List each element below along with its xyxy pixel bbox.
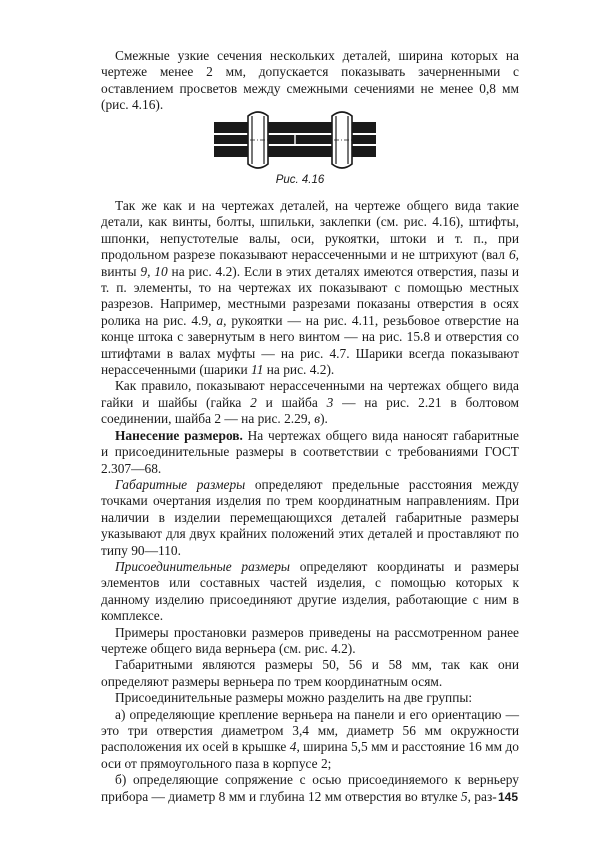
paragraph-9: Присоединительные размеры можно разделить на две группы: <box>115 690 473 706</box>
section-heading: Нанесение размеров. <box>115 427 243 443</box>
page-number: 145 <box>497 790 518 804</box>
term-prisoedinitelnye: Присоединительные размеры <box>115 558 290 574</box>
paragraph-6: Присоединительные размеры определяют координаты и размеры элементов или составных частей изделия, с помощью которых к данному изделию присоединяют другие изделия, работающие с ним в комплексе. <box>101 558 519 624</box>
main-text <box>101 198 519 805</box>
paragraph-3: Как правило, показывают нерассеченными на чертежах общего вида гайки и шайбы (гайка 2 и шайба 3 — на рис. 2.21 в болтовом соединении, шайба 2 — на рис. 2.29, в). <box>101 378 519 427</box>
figure-4-16-drawing <box>210 110 380 170</box>
paragraph-7: Примеры простановки размеров приведены на рассмотренном ранее чертеже общего вида верньера (см. рис. 4.2). <box>101 624 519 656</box>
paragraph-5: Габаритные размеры определяют предельные расстояния между точками очертания изделия по трем координатным направлениям. При наличии в изделии перемещающихся деталей габаритные размеры указывают для двух крайних положений этих деталей и проставляют по типу 90—110. <box>101 476 519 558</box>
paragraph-1: Смежные узкие сечения нескольких деталей, ширина которых на чертеже менее 2 мм, допускается показывать зачерненными с оставлением просветов между смежными сечениями не менее 0,8 мм (рис. 4.16). <box>101 48 519 113</box>
term-gabaritnye: Габаритные размеры <box>115 476 246 492</box>
paragraph-intro <box>101 48 519 114</box>
paragraph-4-heading: Нанесение размеров. На чертежах общего вида наносят габаритные и присоединительные размеры в соответствии с требованиями ГОСТ 2.307—68. <box>101 427 519 476</box>
paragraph-10: а) определяющие крепление верньера на панели и его ориентацию — это три отверстия диаметром 3,4 мм, диаметр 56 мм окружности расположения их осей в крышке 4, ширина 5,5 мм и расстояние 16 мм до оси от прямоугольного паза в корпусе 2; <box>101 706 519 771</box>
paragraph-8: Габаритными являются размеры 50, 56 и 58 мм, так как они определяют размеры верньера по трем координатным осям. <box>101 657 519 689</box>
paragraph-2: Так же как и на чертежах деталей, на чертеже общего вида такие детали, как винты, болты, шпильки, заклепки (см. рис. 4.16), штифты, шпонки, непустотелые валы, оси, рукоятки, штоки и т. п., при продольном разрезе показывают нерассеченными и не штрихуют (вал 6, винты 9, 10 на рис. 4.2). Если в этих деталях имеются отверстия, пазы и т. п. элементы, то на чертежах их показывают с помощью местных разрезов. Например, местными разрезами показаны отверстия в осях ролика на рис. 4.9, а, рукоятки — на рис. 4.11, резьбовое отверстие на конце штока с завернутым в него винтом — на рис. 15.8 и отверстия со штифтами в валах муфты — на рис. 4.7. Шарики всегда показывают нерассеченными (шарики 11 на рис. 4.2). <box>101 198 519 378</box>
figure-caption: Рис. 4.16 <box>275 174 325 186</box>
paragraph-11: б) определяющие сопряжение с осью присоединяемого к верньеру прибора — диаметр 8 мм и глубина 12 мм отверстия во втулке 5, раз- <box>101 772 519 804</box>
